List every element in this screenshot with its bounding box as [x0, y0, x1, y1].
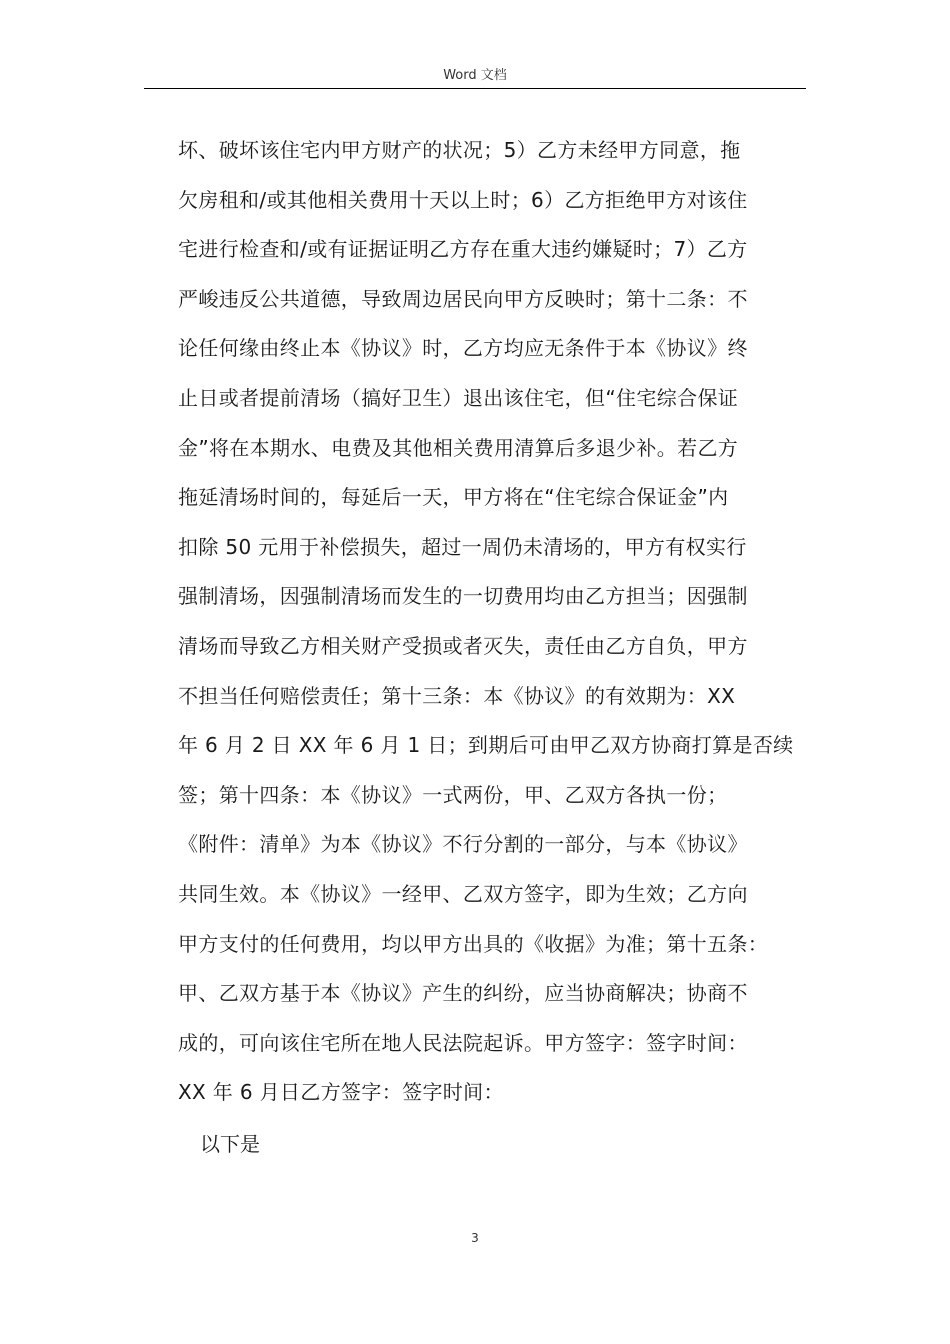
body-line: 《附件：清单》为本《协议》不行分割的一部分，与本《协议》 [178, 832, 748, 857]
body-line: 成的，可向该住宅所在地人民法院起诉。甲方签字：签字时间： [178, 1030, 748, 1055]
body-line: 年 6 月 2 日 XX 年 6 月 1 日；到期后可由甲乙双方协商打算是否续 [178, 733, 794, 758]
body-line: 止日或者提前清场（搞好卫生）退出该住宅，但“住宅综合保证 [178, 385, 739, 410]
body-line: 宅进行检查和/或有证据证明乙方存在重大违约嫌疑时；7）乙方 [178, 237, 748, 262]
document-body [178, 130, 828, 1122]
body-line: XX 年 6 月日乙方签字：签字时间： [178, 1080, 504, 1105]
body-line: 甲方支付的任何费用，均以甲方出具的《收据》为准；第十五条： [178, 931, 769, 956]
body-line: 严峻违反公共道德，导致周边居民向甲方反映时；第十二条：不 [178, 286, 748, 311]
body-line: 欠房租和/或其他相关费用十天以上时；6）乙方拒绝甲方对该住 [178, 187, 748, 212]
body-line: 强制清场，因强制清场而发生的一切费用均由乙方担当；因强制 [178, 584, 748, 609]
body-line: 共同生效。本《协议》一经甲、乙双方签字，即为生效；乙方向 [178, 881, 748, 906]
body-line: 扣除 50 元用于补偿损失，超过一周仍未清场的，甲方有权实行 [178, 534, 747, 559]
header-divider [144, 88, 806, 89]
page-number: 3 [471, 1231, 479, 1245]
body-line: 清场而导致乙方相关财产受损或者灭失，责任由乙方自负，甲方 [178, 633, 748, 658]
closing-paragraph: 以下是 [200, 1132, 260, 1156]
body-line: 拖延清场时间的，每延后一天，甲方将在“住宅综合保证金”内 [178, 485, 729, 510]
body-line: 金”将在本期水、电费及其他相关费用清算后多退少补。若乙方 [178, 435, 739, 460]
body-line: 甲、乙双方基于本《协议》产生的纠纷，应当协商解决；协商不 [178, 981, 748, 1006]
body-line: 签；第十四条：本《协议》一式两份，甲、乙双方各执一份； [178, 782, 728, 807]
body-line: 论任何缘由终止本《协议》时，乙方均应无条件于本《协议》终 [178, 336, 748, 361]
body-line: 不担当任何赔偿责任；第十三条：本《协议》的有效期为：XX [178, 683, 736, 708]
page-header: Word 文档 [443, 68, 507, 83]
body-line: 坏、破坏该住宅内甲方财产的状况；5）乙方未经甲方同意，拖 [178, 138, 741, 162]
